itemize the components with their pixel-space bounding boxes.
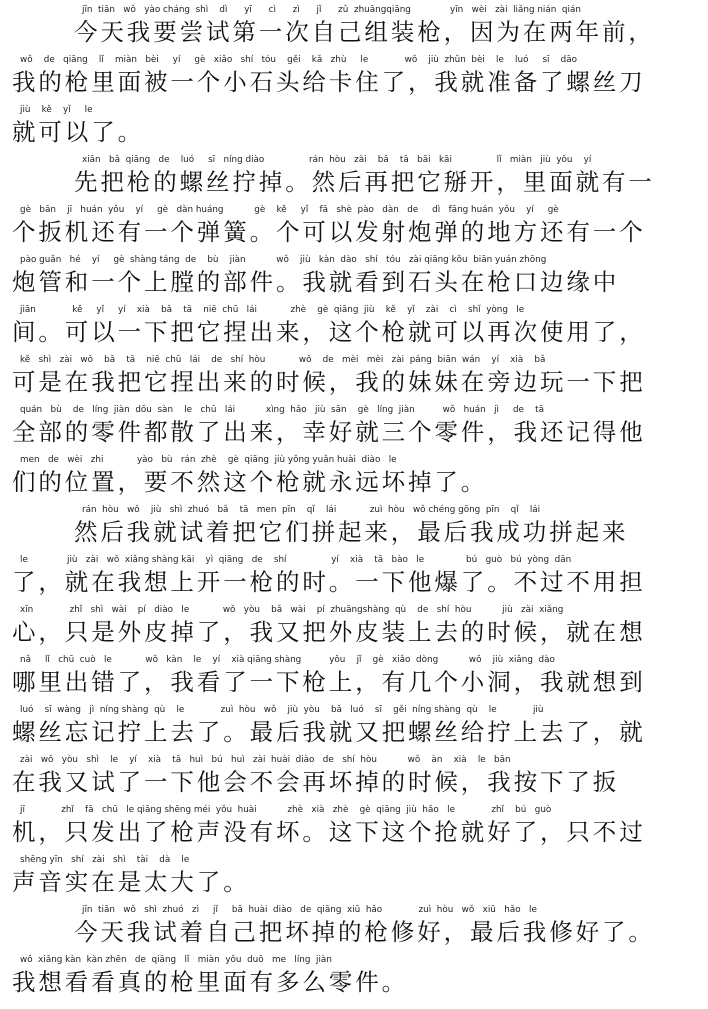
pinyin-annotation: quán bù de líng jiàn dōu sàn le chū lái xìng hǎo jiù sān gè líng jiàn wǒ huán jì de tā [20, 405, 544, 415]
text-line [0, 102, 708, 152]
chinese-text: 炮管和一个上膛的部件。我就看到石头在枪口边缘中 [12, 268, 620, 296]
text-line [0, 202, 708, 252]
chinese-text: 我的枪里面被一个小石头给卡住了，我就准备了螺丝刀 [12, 68, 646, 96]
pinyin-annotation: jiān kě yǐ yí xià bǎ tā niē chū lái zhè gè qiāng jiù kě yǐ zài cì shǐ yòng le [20, 305, 525, 315]
text-line [0, 52, 708, 102]
pinyin-annotation: wǒ de qiāng lǐ miàn bèi yí gè xiǎo shí tóu gěi kǎ zhù le wǒ jiù zhǔn bèi le luó sī dāo [20, 55, 578, 65]
pinyin-annotation: jiù kě yǐ le [20, 105, 93, 115]
chinese-text: 个扳机还有一个弹簧。个可以发射炮弹的地方还有一个 [12, 218, 646, 246]
text-line [0, 852, 708, 902]
text-line [0, 602, 708, 652]
chinese-text: 声音实在是太大了。 [12, 868, 250, 896]
pinyin-annotation: luó sī wàng jì níng shàng qù le zuì hòu wǒ jiù yòu bǎ luó sī gěi níng shàng qù le jiù [20, 705, 544, 715]
pinyin-annotation: jīn tiān wǒ yào cháng shì dì yī cì zì jǐ zǔ zhuāngqiāng yīn wèi zài liǎng nián qián [82, 5, 581, 15]
pinyin-annotation: jīn tiān wǒ shì zhuó zì jǐ bǎ huài diào de qiāng xiū hǎo zuì hòu wǒ xiū hǎo le [82, 905, 537, 915]
chinese-text: 了，就在我想上开一枪的时。一下他爆了。不过不用担 [12, 568, 646, 596]
pinyin-annotation: shēng yīn shí zài shì tài dà le [20, 855, 190, 865]
text-line [0, 252, 708, 302]
pinyin-annotation: gè bān jī huán yǒu yí gè dàn huáng gè kě yǐ fā shè pào dàn de dì fāng huán yǒu yí gè [20, 205, 559, 215]
chinese-text: 哪里出错了，我看了一下枪上，有几个小洞，我就想到 [12, 668, 646, 696]
pinyin-annotation: pào guǎn hé yí gè shàng táng de bù jiàn wǒ jiù kàn dào shí tóu zài qiāng kǒu biān yuán zhōng [20, 255, 547, 265]
chinese-text: 机，只发出了枪声没有坏。这下这个抢就好了，只不过 [12, 818, 646, 846]
chinese-text: 在我又试了一下他会不会再坏掉的时候，我按下了扳 [12, 768, 620, 796]
text-line [0, 502, 708, 552]
text-line [0, 702, 708, 752]
text-line [0, 152, 708, 202]
chinese-text: 就可以了。 [12, 118, 144, 146]
text-line [0, 352, 708, 402]
pinyin-annotation: nǎ lǐ chū cuò le wǒ kàn le yí xià qiāng shàng yǒu jǐ gè xiǎo dòng wǒ jiù xiǎng dào [20, 655, 555, 665]
text-line [0, 802, 708, 852]
text-line [0, 752, 708, 802]
text-line [0, 652, 708, 702]
pinyin-annotation: kě shì zài wǒ bǎ tā niē chū lái de shí hòu wǒ de mèi mèi zài páng biān wán yí xià bǎ [20, 355, 546, 365]
chinese-text: 间。可以一下把它捏出来，这个枪就可以再次使用了， [12, 318, 646, 346]
text-line [0, 902, 708, 952]
pinyin-annotation: men de wèi zhi yào bù rán zhè gè qiāng jiù yǒng yuǎn huài diào le [20, 455, 397, 465]
pinyin-annotation: xiān bǎ qiāng de luó sī níng diào rán hòu zài bǎ tā bāi kāi lǐ miàn jiù yǒu yí [82, 155, 592, 165]
chinese-text: 可是在我把它捏出来的时候，我的妹妹在旁边玩一下把 [12, 368, 646, 396]
chinese-text: 心，只是外皮掉了，我又把外皮装上去的时候，就在想 [12, 618, 646, 646]
chinese-text: 先把枪的螺丝拧掉。然后再把它掰开，里面就有一 [74, 168, 655, 196]
pinyin-annotation: jī zhǐ fā chū le qiāng shēng méi yǒu huài zhè xià zhè gè qiāng jiù hǎo le zhǐ bú guò [20, 805, 552, 815]
chinese-text: 我想看看真的枪里面有多么零件。 [12, 968, 408, 996]
pinyin-annotation: le jiù zài wǒ xiǎng shàng kāi yì qiāng de shí yí xià tā bào le bú guò bú yòng dān [20, 555, 572, 565]
text-line [0, 302, 708, 352]
text-line [0, 952, 708, 1002]
chinese-text: 螺丝忘记拧上去了。最后我就又把螺丝给拧上去了，就 [12, 718, 646, 746]
pinyin-annotation: xīn zhǐ shì wài pí diào le wǒ yòu bǎ wài pí zhuāngshàng qù de shí hòu jiù zài xiǎng [20, 605, 564, 615]
text-line [0, 452, 708, 502]
pinyin-annotation: wǒ xiǎng kàn kàn zhēn de qiāng lǐ miàn yǒu duō me líng jiàn [20, 955, 332, 965]
chinese-text: 今天我试着自己把坏掉的枪修好，最后我修好了。 [74, 918, 655, 946]
chinese-text: 们的位置，要不然这个枪就永远坏掉了。 [12, 468, 488, 496]
text-line [0, 552, 708, 602]
chinese-text: 今天我要尝试第一次自己组装枪，因为在两年前， [74, 18, 655, 46]
chinese-text: 全部的零件都散了出来，幸好就三个零件，我还记得他 [12, 418, 646, 446]
pinyin-annotation: zài wǒ yòu shì le yí xià tā huì bú huì zài huài diào de shí hòu wǒ àn xià le bān [20, 755, 511, 765]
chinese-text: 然后我就试着把它们拼起来，最后我成功拼起来 [74, 518, 629, 546]
text-line [0, 402, 708, 452]
pinyin-annotation: rán hòu wǒ jiù shì zhuó bǎ tā men pīn qǐ lái zuì hòu wǒ chéng gōng pīn qǐ lái [82, 505, 541, 515]
text-line [0, 2, 708, 52]
